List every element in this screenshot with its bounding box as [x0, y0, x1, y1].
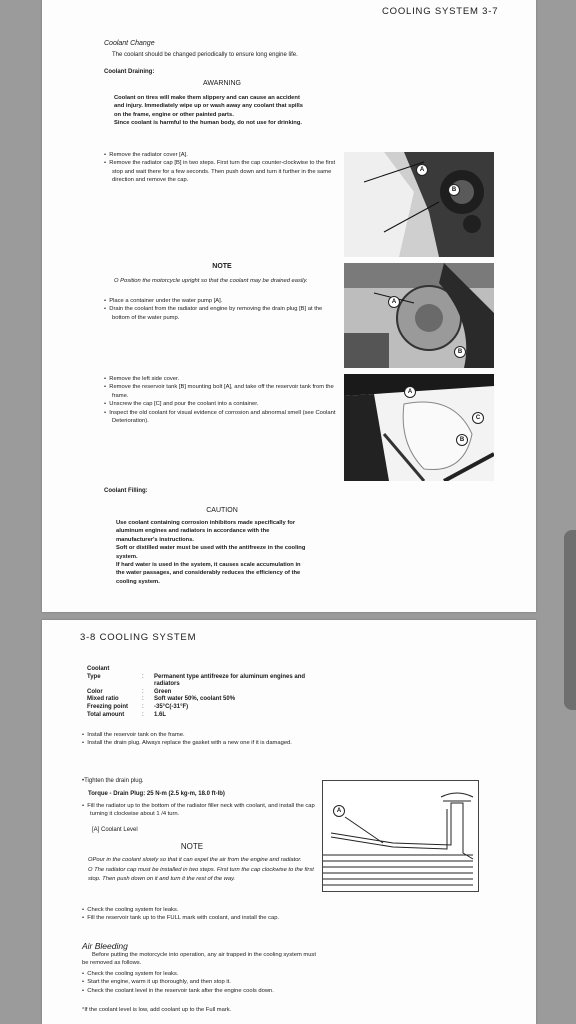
air-bleeding-title: Air Bleeding: [82, 941, 128, 951]
steps-drain-pump: [104, 297, 336, 322]
callout-a: A: [333, 805, 345, 817]
manual-page-3-7: [42, 0, 536, 612]
caution-title: CAUTION: [206, 507, 238, 514]
diagram-coolant-level: [322, 780, 479, 892]
caution-text: Use coolant containing corrosion inhibitors made specifically for aluminum engines and radiators in accordance with the manufacturer's instructions. Soft or distilled water must be used with the antifreeze in the cooling system. If hard water is used in the system, it causes scale accumulation in the water passages, and considerably reduces the efficiency of the cooling system.: [116, 520, 306, 585]
list-item: • Install the drain plug. Always replace the gasket with a new one if it is damaged.: [82, 739, 314, 747]
list-item: • Check the coolant level in the reservoir tank after the engine cools down.: [82, 987, 316, 995]
list-item: • Fill the radiator up to the bottom of the radiator filler neck with coolant, and install the cap turning it clockwise about 1 /4 turn.: [82, 802, 316, 819]
list-item: • Fill the reservoir tank up to the FULL mark with coolant, and install the cap.: [82, 914, 316, 922]
callout-a: A: [404, 386, 416, 398]
spec-row: Type : Permanent type antifreeze for aluminum engines and radiators: [87, 673, 306, 688]
coolant-change-title: Coolant Change: [104, 40, 155, 47]
page-header: 3-8 COOLING SYSTEM: [80, 632, 197, 643]
list-item: • Remove the radiator cap [B] in two steps. First turn the cap counter-clockwise to the first stop and wait there for a few seconds. Then push down and turn it further in the same direction and remove the cap.: [104, 159, 336, 184]
callout-c: C: [472, 412, 484, 424]
coolant-filling-title: Coolant Filling:: [104, 488, 148, 494]
steps-reservoir-tank: [104, 375, 336, 425]
list-item: • Check the cooling system for leaks.: [82, 906, 316, 914]
list-item: • Inspect the old coolant for visual evidence of corrosion and abnormal smell (see Coolant Deterioration).: [104, 409, 336, 426]
page-header: COOLING SYSTEM 3-7: [382, 6, 499, 17]
spec-row: Total amount : 1.6L: [87, 711, 167, 718]
photo-reservoir-tank-art: [344, 374, 494, 481]
callout-a: A: [388, 296, 400, 308]
spec-title: Coolant: [87, 666, 110, 672]
list-item: • Place a container under the water pump [A].: [104, 297, 336, 305]
steps-fill-radiator: [82, 802, 316, 819]
spec-row: Freezing point : -35°C(-31°F): [87, 703, 189, 710]
note-title: NOTE: [180, 842, 204, 851]
warning-text: Coolant on tires will make them slippery and can cause an accident and injury. Immediately wipe up or wash away any coolant that spills on the frame, engine or other painted parts. Since coolant is harmful to the human body, do not use for drinking.: [114, 95, 303, 127]
list-item: • Drain the coolant from the radiator and engine by removing the drain plug [B] at the bottom of the water pump.: [104, 305, 336, 322]
callout-b: B: [456, 434, 468, 446]
list-item: • Install the reservoir tank on the frame.: [82, 731, 314, 739]
photo-water-pump: [344, 263, 494, 368]
list-item: • Unscrew the cap [C] and pour the coolant into a container.: [104, 400, 336, 408]
scroll-edge-tab[interactable]: [564, 530, 576, 710]
steps-install: [82, 731, 314, 748]
coolant-change-text: The coolant should be changed periodically to ensure long engine life.: [112, 52, 298, 58]
spec-row: Mixed ratio : Soft water 50%, coolant 50%: [87, 696, 236, 703]
last-step: °If the coolant level is low, add coolant up to the Full mark.: [82, 1007, 232, 1013]
steps-remove-cover-cap: [104, 151, 336, 185]
note-text: O Position the motorcycle upright so that the coolant may be drained easily.: [114, 278, 308, 284]
air-bleeding-text: Before putting the motorcycle into operation, any air trapped in the cooling system must be removed as follows.: [82, 952, 316, 967]
diagram-coolant-level-art: [323, 781, 478, 891]
torque-spec: Torque - Drain Plug: 25 N-m (2.5 kg-m, 18.0 ft-lb): [88, 791, 225, 797]
spec-row: Color : Green: [87, 688, 172, 695]
callout-b: B: [448, 184, 460, 196]
photo-radiator-cap: [344, 152, 494, 257]
list-item: • Remove the radiator cover [A].: [104, 151, 336, 159]
note-text: OPour in the coolant slowly so that it can expel the air from the engine and radiator. O The radiator cap must be installed in two steps. First turn the cap clockwise to the first stop. Then push down on it and turn it the rest of the way.: [88, 857, 314, 882]
list-item: • Start the engine, warm it up thoroughly, and then stop it.: [82, 978, 316, 986]
callout-b: B: [454, 346, 466, 358]
steps-check-fill: [82, 906, 316, 923]
manual-page-3-8: [42, 620, 536, 1024]
photo-water-pump-art: [344, 263, 494, 368]
list-item: • Remove the reservoir tank [B] mounting bolt [A], and take off the reservoir tank from the frame.: [104, 383, 336, 400]
tighten-step: •Tighten the drain plug.: [82, 778, 144, 784]
photo-reservoir-tank: [344, 374, 494, 481]
list-item: • Check the cooling system for leaks.: [82, 970, 316, 978]
note-title: NOTE: [212, 263, 232, 270]
warning-title: AWARNING: [203, 80, 241, 87]
steps-air-bleeding: [82, 970, 316, 995]
coolant-spec-table: [87, 666, 347, 719]
callout-a: A: [416, 164, 428, 176]
coolant-level-label: [A] Coolant Level: [92, 827, 138, 833]
coolant-draining-title: Coolant Draining:: [104, 69, 155, 75]
list-item: • Remove the left side cover.: [104, 375, 336, 383]
